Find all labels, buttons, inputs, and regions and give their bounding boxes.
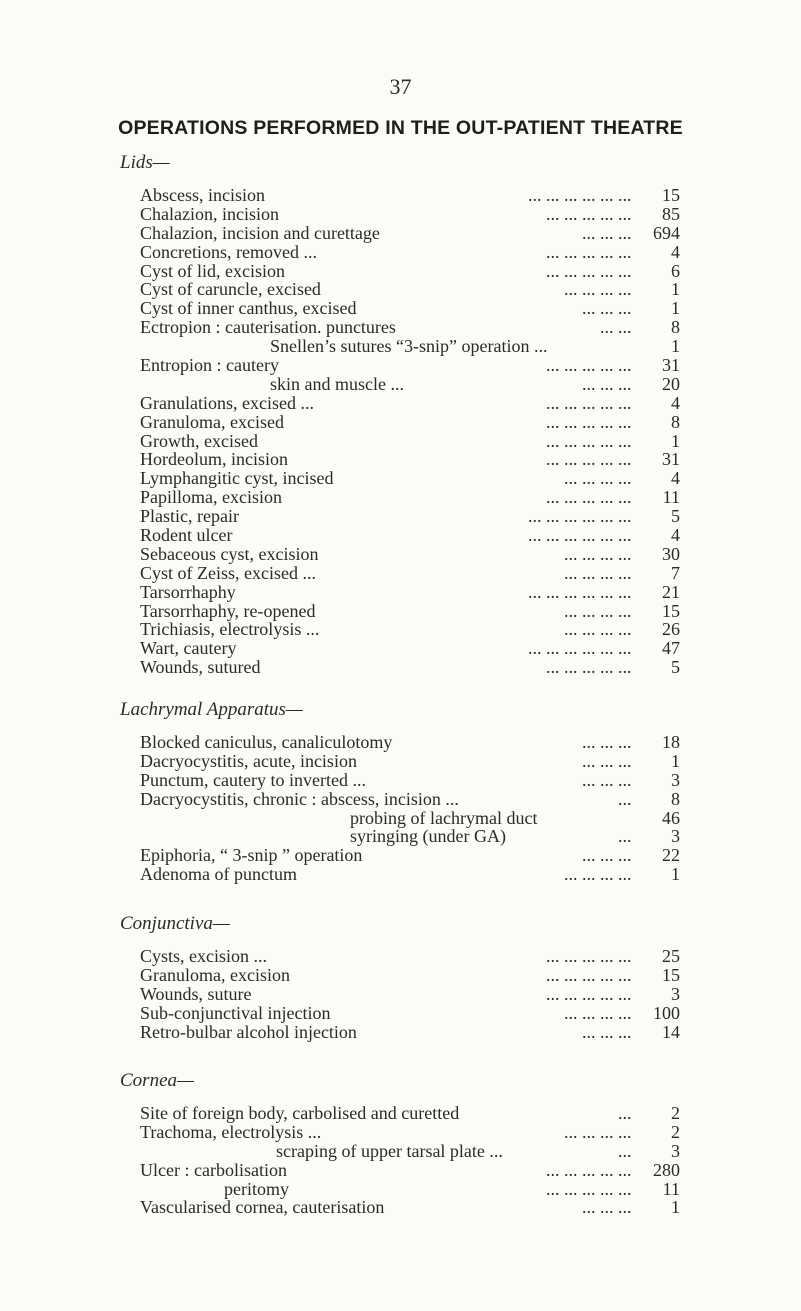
operation-label: Rodent ulcer <box>140 525 233 546</box>
table-row <box>120 790 680 809</box>
operation-label: Tarsorrhaphy <box>140 581 236 602</box>
operation-label: Punctum, cautery to inverted ... <box>140 769 366 790</box>
operation-label: Cyst of inner canthus, excised <box>140 298 357 319</box>
table-row <box>120 243 680 262</box>
table-row <box>120 280 680 299</box>
table-row <box>120 545 680 564</box>
operation-label: Cysts, excision ... <box>140 946 268 966</box>
leader-dots: ... ... ... ... <box>564 468 632 489</box>
leader-dots: ... ... ... ... ... <box>546 260 632 281</box>
operation-label: scraping of upper tarsal plate ... <box>276 1140 503 1161</box>
table-row <box>120 450 680 469</box>
leader-dots: ... ... ... ... ... <box>546 411 632 432</box>
operation-label: Abscess, incision <box>140 185 265 205</box>
leader-dots: ... <box>618 826 632 847</box>
leader-dots: ... ... ... ... ... <box>546 355 632 376</box>
operation-label: Dacryocystitis, acute, incision <box>140 750 357 771</box>
operation-count: 6 <box>671 260 680 281</box>
operation-label: Wart, cautery <box>140 638 237 659</box>
operation-label: syringing (under GA) <box>350 826 506 847</box>
table-row <box>120 488 680 507</box>
operation-label: Chalazion, incision and curettage <box>140 222 380 243</box>
leader-dots: ... ... ... ... <box>564 864 632 885</box>
table-row <box>120 337 680 356</box>
operation-count: 7 <box>671 562 680 583</box>
operation-count: 2 <box>671 1103 680 1123</box>
leader-dots: ... ... ... ... ... <box>546 449 632 470</box>
leader-dots: ... ... ... ... <box>564 279 632 300</box>
operation-count: 31 <box>662 449 680 470</box>
operation-label: Dacryocystitis, chronic : abscess, incision ... <box>140 788 459 809</box>
table-row <box>120 394 680 413</box>
table-row <box>120 262 680 281</box>
leader-dots: ... ... ... ... ... <box>546 487 632 508</box>
leader-dots: ... ... ... ... ... <box>546 946 632 966</box>
leader-dots: ... <box>618 1103 632 1123</box>
operation-label: probing of lachrymal duct <box>350 807 538 828</box>
operation-count: 14 <box>662 1021 680 1042</box>
operation-count: 30 <box>662 543 680 564</box>
operation-label: Retro-bulbar alcohol injection <box>140 1021 357 1042</box>
table-row <box>120 186 680 205</box>
operation-count: 1 <box>671 279 680 300</box>
operation-label: peritomy <box>224 1178 289 1199</box>
operation-count: 11 <box>662 487 680 508</box>
table-row <box>120 1142 680 1161</box>
leader-dots: ... ... ... <box>582 750 632 771</box>
operation-label: Snellen’s sutures “3-snip” operation ... <box>270 336 548 357</box>
table-row <box>120 620 680 639</box>
operation-label: Cyst of lid, excision <box>140 260 285 281</box>
operation-count: 25 <box>662 946 680 966</box>
leader-dots: ... ... ... <box>582 222 632 243</box>
operation-count: 280 <box>653 1159 680 1180</box>
operation-count: 46 <box>662 807 680 828</box>
leader-dots: ... ... ... ... ... <box>546 392 632 413</box>
page-number: 37 <box>389 74 412 99</box>
operation-count: 26 <box>662 619 680 640</box>
operation-count: 1 <box>671 430 680 451</box>
table-row <box>120 413 680 432</box>
leader-dots: ... <box>618 788 632 809</box>
operation-count: 47 <box>662 638 680 659</box>
operation-count: 3 <box>671 983 680 1004</box>
operation-label: Papilloma, excision <box>140 487 282 508</box>
section-heading: Lids— <box>120 152 170 173</box>
operation-count: 3 <box>671 826 680 847</box>
operation-label: Adenoma of punctum <box>140 864 297 885</box>
operation-count: 100 <box>653 1002 680 1023</box>
section-conjunctiva <box>120 911 680 1041</box>
table-row <box>120 375 680 394</box>
table-row <box>120 639 680 658</box>
table-row <box>120 658 680 677</box>
leader-dots: ... ... ... ... ... <box>546 241 632 262</box>
section-heading: Conjunctiva— <box>120 913 230 934</box>
leader-dots: ... ... ... ... ... ... <box>528 581 632 602</box>
operation-count: 4 <box>671 468 680 489</box>
operation-label: Hordeolum, incision <box>140 449 288 470</box>
table-row <box>120 318 680 337</box>
table-row <box>120 299 680 318</box>
leader-dots: ... ... ... ... <box>564 543 632 564</box>
section-cornea <box>120 1068 680 1217</box>
operation-label: Vascularised cornea, cauterisation <box>140 1197 385 1218</box>
operation-label: Chalazion, incision <box>140 203 279 224</box>
operation-label: Lymphangitic cyst, incised <box>140 468 334 489</box>
table-row <box>120 507 680 526</box>
operation-label: Trachoma, electrolysis ... <box>140 1121 322 1142</box>
section-heading: Lachrymal Apparatus— <box>120 699 303 720</box>
section-lids <box>120 150 680 677</box>
table-row <box>120 985 680 1004</box>
table-row <box>120 1004 680 1023</box>
operation-count: 31 <box>662 355 680 376</box>
operation-label: skin and muscle ... <box>270 373 404 394</box>
leader-dots: ... ... ... <box>582 298 632 319</box>
table-row <box>120 1161 680 1180</box>
leader-dots: ... ... ... <box>582 732 632 752</box>
table-row <box>120 1123 680 1142</box>
leader-dots: ... ... ... ... ... <box>546 1178 632 1199</box>
table-row <box>120 1180 680 1199</box>
operation-label: Growth, excised <box>140 430 258 451</box>
leader-dots: ... ... ... <box>582 845 632 866</box>
table-row <box>120 564 680 583</box>
operation-label: Cyst of Zeiss, excised ... <box>140 562 316 583</box>
leader-dots: ... ... <box>600 317 632 338</box>
leader-dots: ... ... ... ... ... <box>546 983 632 1004</box>
operation-count: 15 <box>662 964 680 985</box>
operation-count: 15 <box>662 185 680 205</box>
leader-dots: ... ... ... ... ... <box>546 430 632 451</box>
operation-count: 11 <box>662 1178 680 1199</box>
table-row <box>120 432 680 451</box>
leader-dots: ... ... ... <box>582 1197 632 1218</box>
operation-count: 1 <box>671 750 680 771</box>
leader-dots: ... ... ... ... ... ... <box>528 525 632 546</box>
operation-label: Ectropion : cauterisation. punctures <box>140 317 396 338</box>
table-row <box>120 752 680 771</box>
operation-count: 4 <box>671 392 680 413</box>
operation-count: 3 <box>671 769 680 790</box>
operation-label: Granuloma, excised <box>140 411 284 432</box>
operation-label: Concretions, removed ... <box>140 241 317 262</box>
table-row <box>120 947 680 966</box>
leader-dots: ... ... ... ... ... <box>546 964 632 985</box>
operation-label: Cyst of caruncle, excised <box>140 279 321 300</box>
leader-dots: ... ... ... ... ... <box>546 657 632 678</box>
table-row <box>120 1023 680 1042</box>
leader-dots: ... ... ... ... <box>564 619 632 640</box>
operation-count: 8 <box>671 788 680 809</box>
operation-label: Tarsorrhaphy, re-opened <box>140 600 316 621</box>
operation-label: Entropion : cautery <box>140 355 279 376</box>
table-row <box>120 469 680 488</box>
operation-label: Sub-conjunctival injection <box>140 1002 331 1023</box>
operation-count: 1 <box>671 1197 680 1218</box>
operation-count: 21 <box>662 581 680 602</box>
operation-label: Ulcer : carbolisation <box>140 1159 287 1180</box>
operation-count: 1 <box>671 298 680 319</box>
operation-count: 4 <box>671 525 680 546</box>
table-row <box>120 583 680 602</box>
operation-label: Epiphoria, “ 3-snip ” operation <box>140 845 363 866</box>
table-row <box>120 1198 680 1217</box>
table-row <box>120 526 680 545</box>
operation-label: Wounds, suture <box>140 983 252 1004</box>
page-title: OPERATIONS PERFORMED IN THE OUT-PATIENT THEATRE <box>118 117 683 139</box>
leader-dots: ... ... ... ... ... ... <box>528 185 632 205</box>
table-row <box>120 771 680 790</box>
leader-dots: ... ... ... ... <box>564 562 632 583</box>
operation-count: 2 <box>671 1121 680 1142</box>
section-heading: Cornea— <box>120 1070 194 1091</box>
operation-count: 20 <box>662 373 680 394</box>
operation-label: Site of foreign body, carbolised and curetted <box>140 1103 460 1123</box>
table-row <box>120 865 680 884</box>
table-row <box>120 1104 680 1123</box>
operation-count: 694 <box>653 222 680 243</box>
operation-label: Plastic, repair <box>140 506 239 527</box>
table-row <box>120 733 680 752</box>
operation-count: 5 <box>671 657 680 678</box>
leader-dots: ... <box>618 1140 632 1161</box>
table-row <box>120 846 680 865</box>
table-row <box>120 827 680 846</box>
table-row <box>120 602 680 621</box>
leader-dots: ... ... ... <box>582 1021 632 1042</box>
leader-dots: ... ... ... ... ... ... <box>528 506 632 527</box>
leader-dots: ... ... ... ... ... ... <box>528 638 632 659</box>
leader-dots: ... ... ... ... <box>564 1121 632 1142</box>
operation-count: 4 <box>671 241 680 262</box>
leader-dots: ... ... ... ... <box>564 600 632 621</box>
operation-label: Granuloma, excision <box>140 964 290 985</box>
operation-count: 85 <box>662 203 680 224</box>
operation-label: Sebaceous cyst, excision <box>140 543 319 564</box>
leader-dots: ... ... ... <box>582 373 632 394</box>
operation-label: Wounds, sutured <box>140 657 261 678</box>
table-row <box>120 356 680 375</box>
operation-label: Blocked caniculus, canaliculotomy <box>140 732 393 752</box>
section-lachrymal-apparatus <box>120 697 680 884</box>
leader-dots: ... ... ... ... ... <box>546 203 632 224</box>
leader-dots: ... ... ... <box>582 769 632 790</box>
operation-count: 15 <box>662 600 680 621</box>
table-row <box>120 205 680 224</box>
table-row <box>120 966 680 985</box>
table-row <box>120 224 680 243</box>
operation-label: Trichiasis, electrolysis ... <box>140 619 320 640</box>
operation-count: 8 <box>671 317 680 338</box>
operation-count: 8 <box>671 411 680 432</box>
operation-count: 22 <box>662 845 680 866</box>
operation-count: 1 <box>671 864 680 885</box>
operation-count: 3 <box>671 1140 680 1161</box>
operation-count: 1 <box>671 336 680 357</box>
operation-count: 18 <box>662 732 680 752</box>
leader-dots: ... ... ... ... <box>564 1002 632 1023</box>
table-row <box>120 809 680 828</box>
leader-dots: ... ... ... ... ... <box>546 1159 632 1180</box>
operation-label: Granulations, excised ... <box>140 392 314 413</box>
operation-count: 5 <box>671 506 680 527</box>
